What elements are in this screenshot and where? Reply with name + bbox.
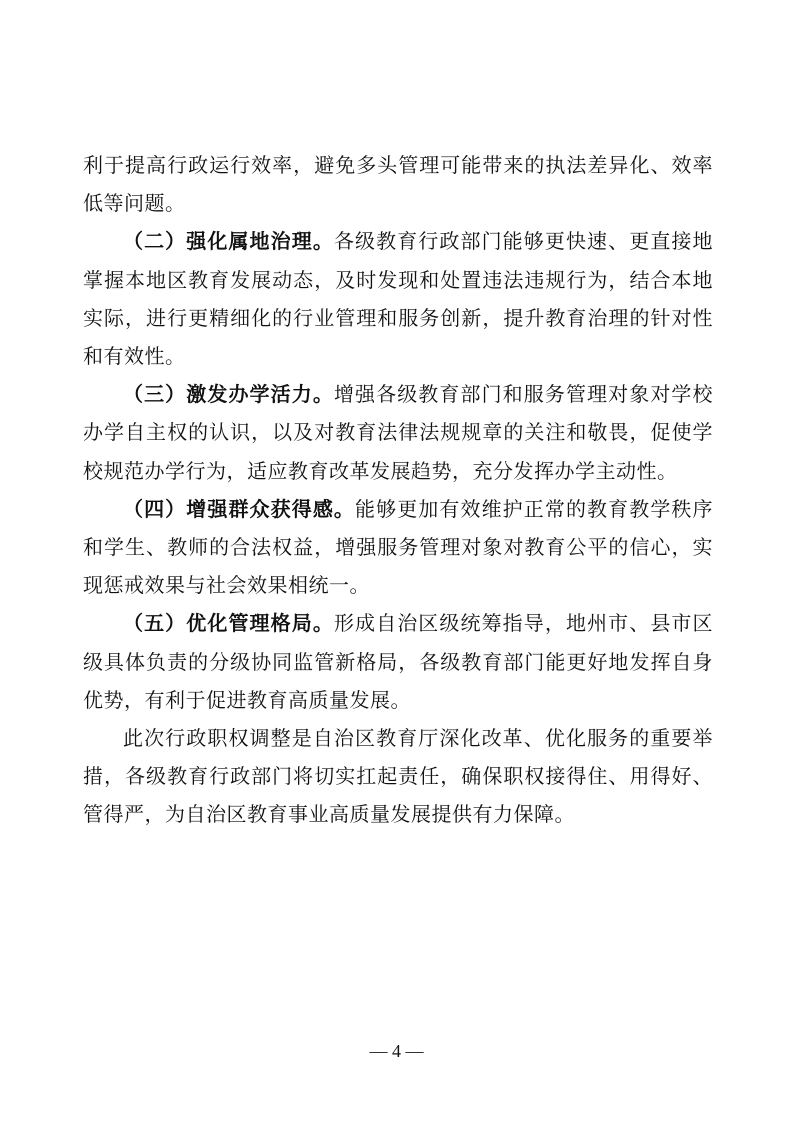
paragraph-text: 各级教育行政部门能够更快速、更直接地掌握本地区教育发展动态，及时发现和处置违法违规行为，结合本地实际，进行更精细化的行业管理和服务创新，提升教育治理的针对性和有效性。 xyxy=(83,229,714,369)
paragraph-continuation xyxy=(83,146,713,222)
paragraph-conclusion xyxy=(83,719,713,834)
section-heading: （二）强化属地治理。 xyxy=(123,229,334,254)
paragraph-section-5 xyxy=(83,604,713,719)
paragraph-text: 此次行政职权调整是自治区教育厅深化改革、优化服务的重要举措，各级教育行政部门将切实扛起责任，确保职权接得住、用得好、管得严，为自治区教育事业高质量发展提供有力保障。 xyxy=(83,726,713,827)
section-heading: （四）增强群众获得感。 xyxy=(123,496,356,521)
section-heading: （五）优化管理格局。 xyxy=(123,611,334,636)
document-body xyxy=(83,146,713,834)
paragraph-section-3 xyxy=(83,375,713,490)
paragraph-text: 形成自治区级统筹指导，地州市、县市区级具体负责的分级协同监管新格局，各级教育部门能更好地发挥自身优势，有利于促进教育高质量发展。 xyxy=(83,611,714,712)
page-number: — 4 — xyxy=(369,1041,424,1061)
paragraph-text: 能够更加有效维护正常的教育教学秩序和学生、教师的合法权益，增强服务管理对象对教育公平的信心，实现惩戒效果与社会效果相统一。 xyxy=(83,496,714,598)
paragraph-section-2 xyxy=(83,222,713,375)
section-heading: （三）激发办学活力。 xyxy=(123,382,334,407)
paragraph-text: 利于提高行政运行效率，避免多头管理可能带来的执法差异化、效率低等问题。 xyxy=(83,153,713,216)
paragraph-section-4 xyxy=(83,490,713,605)
paragraph-text: 增强各级教育部门和服务管理对象对学校办学自主权的认识，以及对教育法律法规规章的关注和敬畏，促使学校规范办学行为，适应教育改革发展趋势，充分发挥办学主动性。 xyxy=(83,382,714,483)
